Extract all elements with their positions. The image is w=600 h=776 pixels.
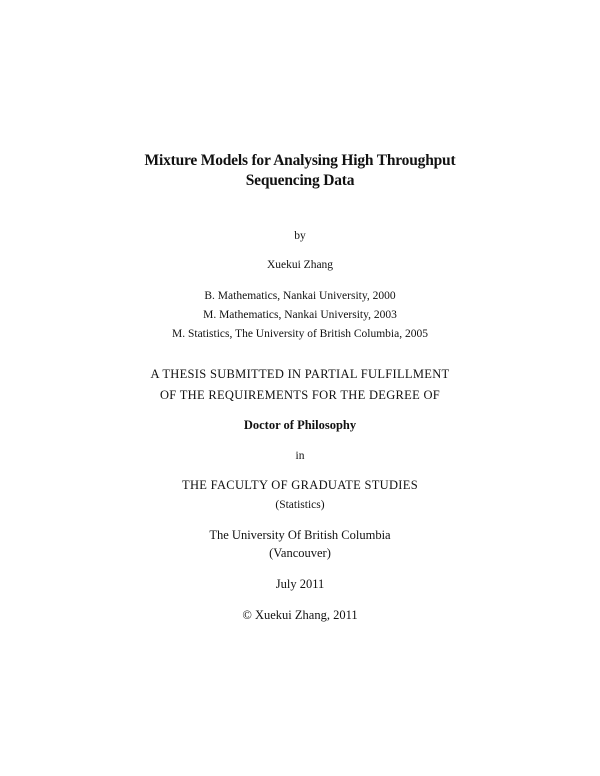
author-name: Xuekui Zhang: [266, 259, 334, 271]
degree-item: M. Statistics, The University of British Columbia, 2005: [172, 328, 428, 340]
thesis-title-line-2: Sequencing Data: [245, 172, 355, 189]
submission-statement-line-2: OF THE REQUIREMENTS FOR THE DEGREE OF: [159, 388, 441, 402]
degree-item: B. Mathematics, Nankai University, 2000: [204, 290, 396, 302]
thesis-title-line-1: Mixture Models for Analysing High Throughput: [144, 152, 456, 169]
institution-name: The University Of British Columbia: [209, 528, 391, 542]
submission-statement-line-1: A THESIS SUBMITTED IN PARTIAL FULFILLMENT: [150, 367, 450, 381]
by-label: by: [294, 230, 306, 242]
faculty-name: THE FACULTY OF GRADUATE STUDIES: [182, 478, 418, 492]
thesis-date: July 2011: [275, 577, 325, 591]
campus-name: (Vancouver): [269, 546, 331, 560]
degree-sought: Doctor of Philosophy: [243, 418, 357, 432]
in-label: in: [295, 450, 305, 462]
department-name: (Statistics): [275, 499, 325, 511]
degree-item: M. Mathematics, Nankai University, 2003: [203, 309, 397, 321]
copyright-notice: © Xuekui Zhang, 2011: [242, 608, 358, 622]
